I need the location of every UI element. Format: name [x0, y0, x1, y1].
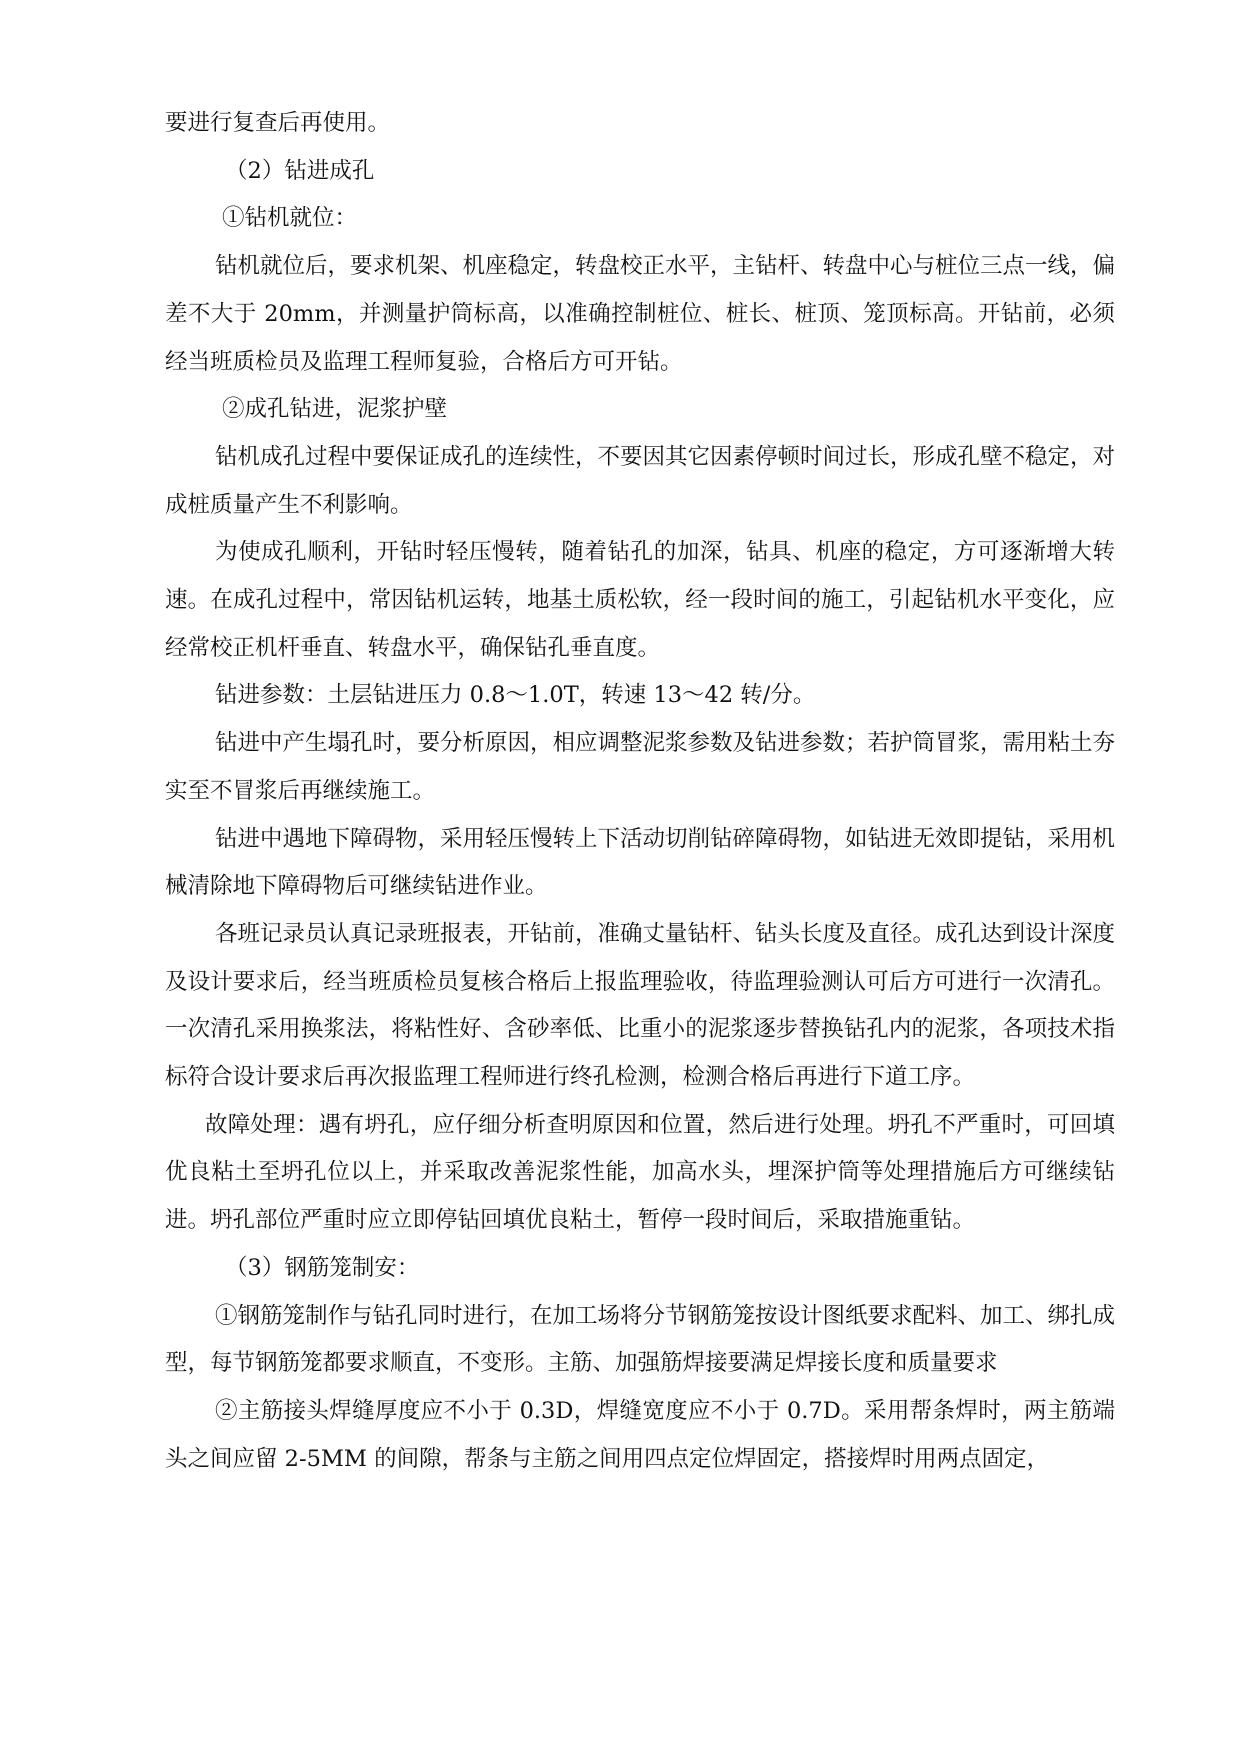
paragraph-collapse: 钻进中产生塌孔时，要分析原因，相应调整泥浆参数及钻进参数；若护筒冒浆，需用粘土夯实至不冒浆后再继续施工。 — [165, 730, 1116, 804]
document-body — [165, 100, 1115, 1483]
subheading-rig-positioning: ①钻机就位： — [222, 205, 358, 232]
paragraph-continuation: 要进行复查后再使用。 — [165, 110, 391, 136]
section-heading-cage: （3）钢筋笼制安： — [225, 1254, 420, 1281]
paragraph-parameters: 钻进参数：土层钻进压力 0.8～1.0T，转速 13～42 转/分。 — [215, 682, 816, 709]
subheading-mud-wall: ②成孔钻进，泥浆护壁 — [222, 396, 448, 423]
paragraph-continuity: 钻机成孔过程中要保证成孔的连续性，不要因其它因素停顿时间过长，形成孔壁不稳定，对成桩质量产生不利影响。 — [165, 443, 1116, 518]
paragraph-welding: ②主筋接头焊缝厚度应不小于 0.3D，焊缝宽度应不小于 0.7D。采用帮条焊时，两主筋端头之间应留 2-5MM 的间隙，帮条与主筋之间用四点定位焊固定，搭接焊时用两点固定， — [165, 1397, 1115, 1472]
paragraph-rig-positioning: 钻机就位后，要求机架、机座稳定，转盘校正水平，主钻杆、转盘中心与桩位三点一线，偏差不大于 20mm，并测量护筒标高，以准确控制桩位、桩长、桩顶、笼顶标高。开钻前，必须经当班质检员及监理工程师复验，合格后方可开钻。 — [165, 253, 1116, 375]
paragraph-records: 各班记录员认真记录班报表，开钻前，准确丈量钻杆、钻头长度及直径。成孔达到设计深度及设计要求后，经当班质检员复核合格后上报监理验收，待监理验测认可后方可进行一次清孔。一次清孔采用换浆法，将粘性好、含砂率低、比重小的泥浆逐步替换钻孔内的泥浆，各项技术指标符合设计要求后再次报监理工程师进行终孔检测，检测合格后再进行下道工序。 — [165, 920, 1116, 1091]
paragraph-speed: 为使成孔顺利，开钻时轻压慢转，随着钻孔的加深，钻具、机座的稳定，方可逐渐增大转速。在成孔过程中，常因钻机运转，地基土质松软，经一段时间的施工，引起钻机水平变化，应经常校正机杆垂直、转盘水平，确保钻孔垂直度。 — [165, 539, 1115, 661]
paragraph-obstacles: 钻进中遇地下障碍物，采用轻压慢转上下活动切削钻碎障碍物，如钻进无效即提钻，采用机械清除地下障碍物后可继续钻进作业。 — [165, 825, 1116, 900]
paragraph-cage-fabrication: ①钢筋笼制作与钻孔同时进行，在加工场将分节钢筋笼按设计图纸要求配料、加工、绑扎成型，每节钢筋笼都要求顺直，不变形。主筋、加强筋焊接要满足焊接长度和质量要求 — [165, 1302, 1116, 1377]
paragraph-fault-handling: 故障处理：遇有坍孔，应仔细分析查明原因和位置，然后进行处理。坍孔不严重时，可回填优良粘土至坍孔位以上，并采取改善泥浆性能，加高水头，埋深护筒等处理措施后方可继续钻进。坍孔部位严重时应立即停钻回填优良粘土，暂停一段时间后，采取措施重钻。 — [165, 1111, 1115, 1234]
section-heading-drilling: （2）钻进成孔 — [225, 157, 375, 184]
